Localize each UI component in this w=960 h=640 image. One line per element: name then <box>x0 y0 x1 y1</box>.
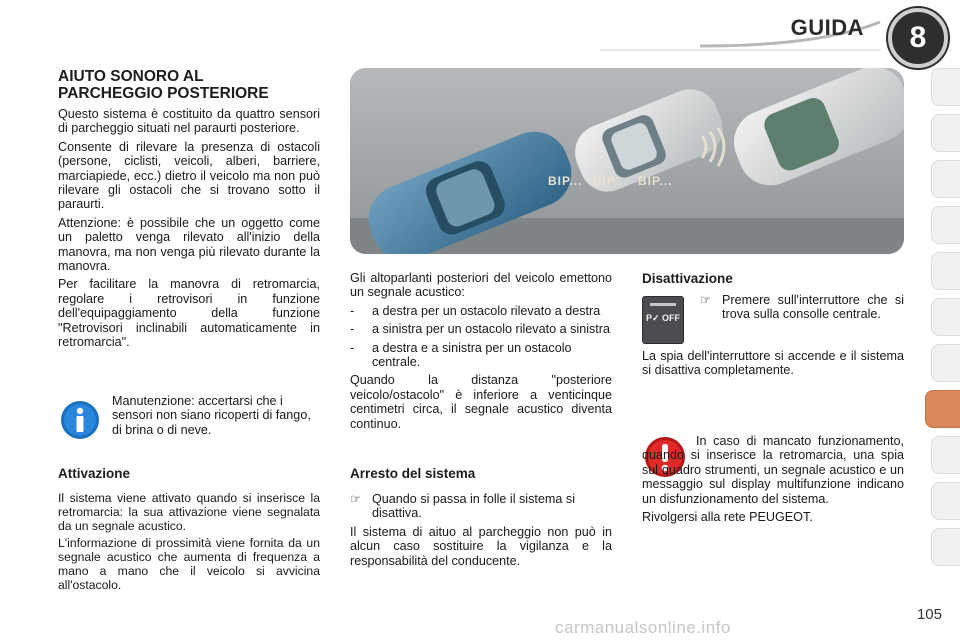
disattivazione-title: Disattivazione <box>642 271 733 286</box>
paragraph: Quando la distanza "posteriore veicolo/ostacolo" è inferiore a venticinque centimetri circa, il segnale acustico diventa continuo. <box>350 373 612 431</box>
chapter-tab[interactable] <box>931 206 960 244</box>
chapter-tabs <box>926 68 960 574</box>
middle-column <box>350 271 612 435</box>
chapter-tab[interactable] <box>931 344 960 382</box>
list-item <box>350 322 612 336</box>
section-title-line-2: PARCHEGGIO POSTERIORE <box>58 85 269 102</box>
list-item <box>700 293 904 322</box>
arresto-title: Arresto del sistema <box>350 466 476 481</box>
list-item <box>350 341 612 370</box>
chapter-tab[interactable] <box>931 528 960 566</box>
parking-sensor-off-button-image <box>642 296 684 344</box>
parking-illustration <box>350 68 904 254</box>
list-item <box>350 492 612 521</box>
disattivazione-section <box>642 271 904 287</box>
paragraph: Attenzione: è possibile che un oggetto come un paletto venga rilevato all'inizio della manovra, ma non venga più rilevato durante la manovra. <box>58 215 320 274</box>
paragraph: Gli altoparlanti posteriori del veicolo emettono un segnale acustico: <box>350 271 612 300</box>
page-number: 105 <box>916 606 942 623</box>
paragraph: Il sistema viene attivato quando si inserisce la retromarcia: la sua attivazione viene segnalata da un segnale acustico. <box>58 491 320 533</box>
attivazione-title: Attivazione <box>58 466 131 481</box>
paragraph: L'informazione di prossimità viene fornita da un segnale acustico che aumenta di frequenza a mano a mano che il veicolo si avvicina all'ostacolo. <box>58 536 320 592</box>
dash-marker: - <box>350 303 355 318</box>
paragraph: La spia dell'interruttore si accende e il sistema si disattiva completamente. <box>642 349 904 378</box>
left-column <box>58 68 320 354</box>
pointing-hand-icon: ☞ <box>350 492 362 506</box>
info-note-text: Manutenzione: accertarsi che i sensori non siano ricoperti di fango, di brina o di neve. <box>112 394 311 437</box>
paragraph: Rivolgersi alla rete PEUGEOT. <box>642 510 813 525</box>
list-item-text: a destra e a sinistra per un ostacolo centrale. <box>372 340 572 370</box>
chapter-tab[interactable] <box>931 68 960 106</box>
list-item-text: a sinistra per un ostacolo rilevato a sinistra <box>372 322 610 337</box>
info-note <box>58 394 320 444</box>
indicator-led <box>650 303 676 306</box>
disattivazione-bullet <box>700 293 904 322</box>
dash-marker: - <box>350 340 355 355</box>
section-title-line-1: AIUTO SONORO AL <box>58 68 204 85</box>
chapter-tab[interactable] <box>931 252 960 290</box>
warning-note <box>642 434 904 528</box>
beep-label: BIP... <box>548 174 583 188</box>
attivazione-section <box>58 466 320 597</box>
beep-label: BIP... <box>593 174 628 188</box>
chapter-title: GUIDA <box>790 15 864 40</box>
paragraph: Per facilitare la manovra di retromarcia, regolare i retrovisori in funzione dell'equipaggiamento della funzione "Retrovisori inclinabili automaticamente in retromarcia". <box>58 277 320 350</box>
list-item <box>350 304 612 318</box>
cars-image <box>350 68 904 254</box>
list-item-text: Quando si passa in folle il sistema si disattiva. <box>372 492 575 521</box>
paragraph: Consente di rilevare la presenza di ostacoli (persone, ciclisti, veicoli, alberi, barriere, marciapiede, ecc.) dietro il veicolo ma non può rilevare gli ostacoli che si trovano sotto il paraurti. <box>58 139 320 212</box>
spia-paragraph <box>642 349 904 382</box>
page-header <box>0 0 960 62</box>
info-icon <box>60 400 100 440</box>
section-title <box>58 68 320 102</box>
chapter-number-badge: 8 <box>888 8 948 68</box>
watermark: carmanualsonline.info <box>555 618 731 637</box>
paragraph: Il sistema di aituo al parcheggio non può in alcun caso sostituire la vigilanza e la responsabilità del conducente. <box>350 524 612 568</box>
chapter-tab[interactable] <box>931 298 960 336</box>
warning-note-text: In caso di mancato funzionamento, quando si inserisce la retromarcia, una spia sul quadro strumenti, un segnale acustico e un messaggio sul display multifunzione indicano un disfunzionamento del sistema. <box>642 434 904 506</box>
arresto-section <box>350 466 612 572</box>
beep-label: BIP... <box>638 174 673 188</box>
chapter-tab[interactable] <box>931 436 960 474</box>
paragraph: Questo sistema è costituito da quattro sensori di parcheggio situati nel paraurti posteriore. <box>58 107 320 136</box>
list-item-text: Premere sull'interruttore che si trova sulla consolle centrale. <box>722 293 904 322</box>
chapter-tab[interactable] <box>931 114 960 152</box>
chapter-tab[interactable] <box>931 482 960 520</box>
pointing-hand-icon: ☞ <box>700 293 712 307</box>
dash-marker: - <box>350 322 355 337</box>
chapter-tab[interactable] <box>931 160 960 198</box>
chapter-tab-active[interactable] <box>925 390 960 428</box>
button-label: P✓ OFF <box>645 313 681 323</box>
list-item-text: a destra per un ostacolo rilevato a destra <box>372 303 601 318</box>
